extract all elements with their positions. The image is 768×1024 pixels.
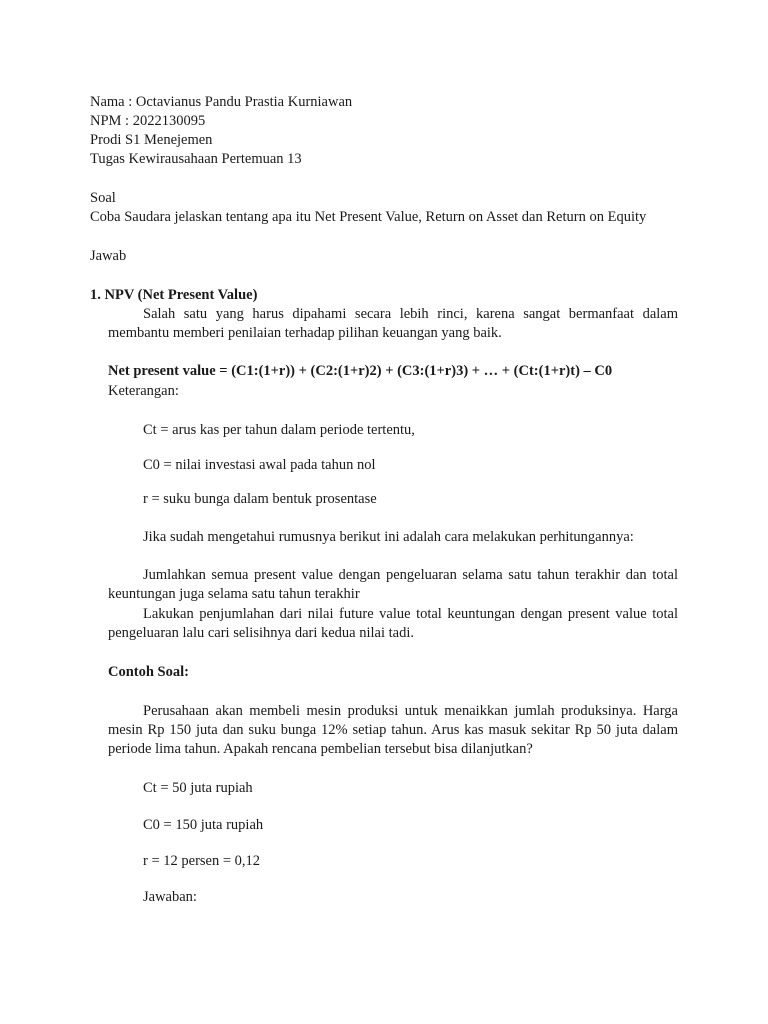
calculation-step-2: Lakukan penjumlahan dari nilai future value total keuntungan dengan present value total pengeluaran lalu cari selisihnya dari kedua nilai tadi. (108, 606, 678, 641)
npv-formula (108, 362, 612, 380)
example-c0: C0 = 150 juta rupiah (143, 817, 264, 833)
calculation-intro: Jika sudah mengetahui rumusnya berikut ini adalah cara melakukan perhitungannya: (143, 529, 634, 545)
contoh-soal-problem: Perusahaan akan membeli mesin produksi untuk menaikkan jumlah produksinya. Harga mesin Rp 150 juta dan suku bunga 12% setiap tahun. Arus kas masuk sekitar Rp 50 juta dalam periode lima tahun. Apakah rencana pembelian tersebut bisa dilanjutkan? (108, 703, 678, 757)
ct-definition: Ct = arus kas per tahun dalam periode tertentu, (143, 422, 415, 438)
jawaban-label: Jawaban: (143, 889, 197, 905)
example-ct: Ct = 50 juta rupiah (143, 780, 253, 796)
formula-expression: (C1:(1+r)) + (C2:(1+r)2) + (C3:(1+r)3) + … + (Ct:(1+r)t) – C0 (227, 363, 613, 379)
example-r: r = 12 persen = 0,12 (143, 853, 261, 869)
student-name: Nama : Octavianus Pandu Prastia Kurniawan (90, 94, 353, 110)
assignment-title: Tugas Kewirausahaan Pertemuan 13 (90, 151, 302, 167)
calculation-step-1: Jumlahkan semua present value dengan pengeluaran selama satu tahun terakhir dan total keuntungan juga selama satu tahun terakhir (108, 567, 678, 602)
keterangan-label: Keterangan: (108, 383, 179, 399)
formula-label: Net present value = (108, 363, 228, 379)
study-program: Prodi S1 Menejemen (90, 132, 213, 148)
jawab-label: Jawab (90, 248, 127, 264)
contoh-soal-heading: Contoh Soal: (108, 664, 189, 680)
soal-label: Soal (90, 190, 116, 206)
student-npm: NPM : 2022130095 (90, 113, 206, 129)
r-definition: r = suku bunga dalam bentuk prosentase (143, 491, 377, 507)
section-heading-npv: 1. NPV (Net Present Value) (90, 287, 258, 303)
npv-intro-paragraph: Salah satu yang harus dipahami secara lebih rinci, karena sangat bermanfaat dalam membantu memberi penilaian terhadap pilihan keuangan yang baik. (108, 306, 678, 341)
soal-question: Coba Saudara jelaskan tentang apa itu Net Present Value, Return on Asset dan Return on Equity (90, 209, 647, 225)
c0-definition: C0 = nilai investasi awal pada tahun nol (143, 457, 376, 473)
